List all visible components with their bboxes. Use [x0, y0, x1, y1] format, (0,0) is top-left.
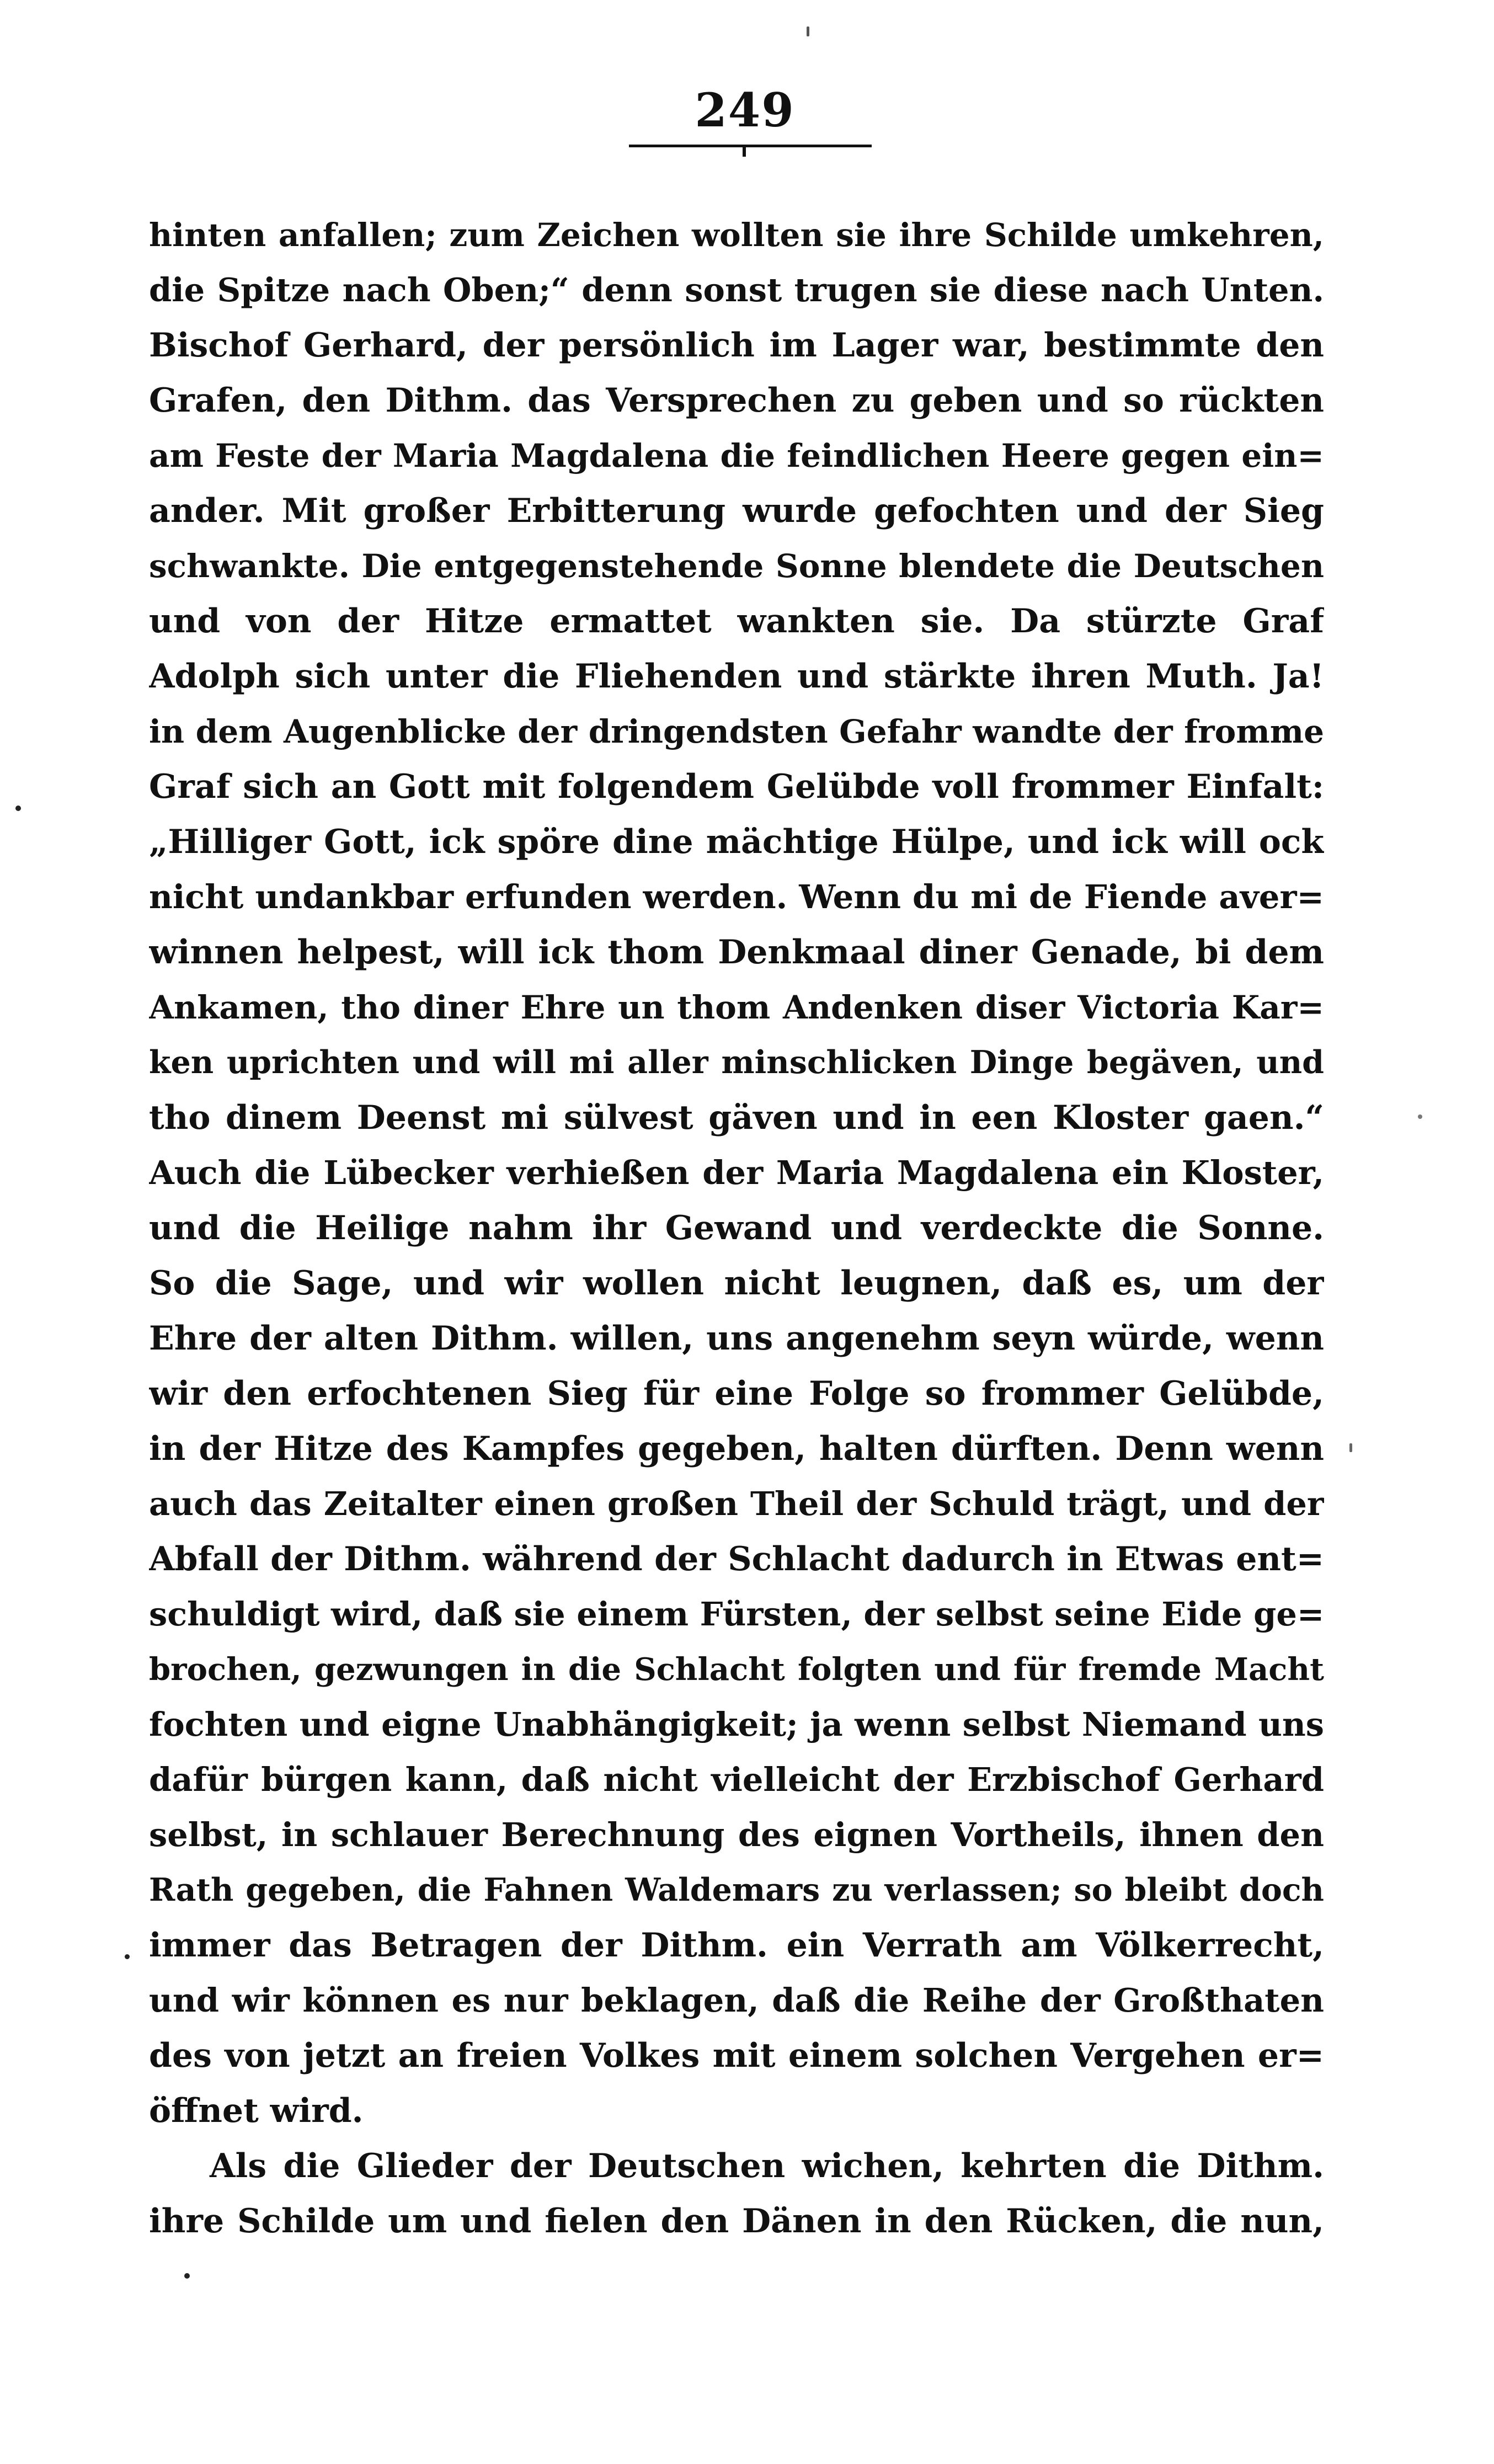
text-line: ihre Schilde um und fielen den Dänen in den Rücken, die nun, — [149, 2202, 1324, 2241]
text-line: und die Heilige nahm ihr Gewand und verdeckte die Sonne. — [149, 1209, 1324, 1247]
paper-speck — [125, 1954, 130, 1959]
text-line: nicht undankbar erfunden werden. Wenn du mi de Fiende aver= — [149, 878, 1324, 916]
body-text — [149, 207, 1324, 2249]
text-line: tho dinem Deenst mi sülvest gäven und in een Kloster gaen.“ — [149, 1098, 1324, 1137]
text-line: So die Sage, und wir wollen nicht leugnen, daß es, um der — [149, 1264, 1324, 1303]
text-line: immer das Betragen der Dithm. ein Verrath am Völkerrecht, — [149, 1926, 1324, 1965]
text-line: Abfall der Dithm. während der Schlacht dadurch in Etwas ent= — [149, 1540, 1324, 1578]
text-line: Ankamen, tho diner Ehre un thom Andenken diser Victoria Kar= — [149, 989, 1324, 1026]
paper-speck — [184, 2273, 190, 2279]
text-line: die Spitze nach Oben;“ denn sonst trugen sie diese nach Unten. — [149, 271, 1324, 309]
text-line: Grafen, den Dithm. das Versprechen zu geben und so rückten — [149, 381, 1324, 420]
paragraph-start-line: Als die Glieder der Deutschen wichen, kehrten die Dithm. — [210, 2147, 1324, 2185]
text-line: Ehre der alten Dithm. willen, uns angenehm seyn würde, wenn — [149, 1319, 1324, 1358]
text-line: in der Hitze des Kampfes gegeben, halten dürften. Denn wenn — [149, 1430, 1324, 1468]
page-number: 249 — [695, 83, 795, 137]
paper-speck — [1349, 1443, 1352, 1452]
text-line: „Hilliger Gott, ick spöre dine mächtige Hülpe, und ick will ock — [149, 823, 1324, 861]
text-line: Graf sich an Gott mit folgendem Gelübde voll frommer Einfalt: — [149, 767, 1324, 806]
text-line: auch das Zeitalter einen großen Theil der Schuld trägt, und der — [149, 1485, 1324, 1523]
header-rule-mark — [743, 146, 746, 157]
text-line: Rath gegeben, die Fahnen Waldemars zu verlassen; so bleibt doch — [149, 1871, 1324, 1908]
text-line: Auch die Lübecker verhießen der Maria Magdalena ein Kloster, — [149, 1154, 1324, 1192]
text-line: winnen helpest, will ick thom Denkmaal diner Genade, bi dem — [149, 933, 1324, 972]
text-line: und wir können es nur beklagen, daß die Reihe der Großthaten — [149, 1981, 1324, 2019]
text-line: dafür bürgen kann, daß nicht vielleicht der Erzbischof Gerhard — [149, 1761, 1324, 1799]
text-line: am Feste der Maria Magdalena die feindlichen Heere gegen ein= — [149, 437, 1324, 474]
paper-speck — [15, 806, 21, 811]
header-rule — [629, 145, 872, 147]
text-line: schuldigt wird, daß sie einem Fürsten, der selbst seine Eide ge= — [149, 1595, 1324, 1633]
text-line: wir den erfochtenen Sieg für eine Folge so frommer Gelübde, — [149, 1374, 1324, 1413]
paper-speck — [807, 26, 809, 36]
text-line: Adolph sich unter die Fliehenden und stärkte ihren Muth. Ja! — [149, 657, 1324, 696]
text-line: Bischof Gerhard, der persönlich im Lager war, bestimmte den — [149, 326, 1324, 365]
text-line: des von jetzt an freien Volkes mit einem solchen Vergehen er= — [149, 2036, 1324, 2075]
paper-speck — [1418, 1114, 1422, 1119]
paragraph-end-line: öffnet wird. — [149, 2092, 364, 2130]
text-line: schwankte. Die entgegenstehende Sonne blendete die Deutschen — [149, 547, 1324, 585]
text-line: ander. Mit großer Erbitterung wurde gefochten und der Sieg — [149, 492, 1324, 530]
text-line: fochten und eigne Unabhängigkeit; ja wenn selbst Niemand uns — [149, 1705, 1324, 1743]
text-line: selbst, in schlauer Berechnung des eignen Vortheils, ihnen den — [149, 1816, 1324, 1854]
text-line: und von der Hitze ermattet wankten sie. Da stürzte Graf — [149, 602, 1324, 641]
text-line: ken uprichten und will mi aller minschlicken Dinge begäven, und — [149, 1044, 1324, 1081]
text-line: brochen, gezwungen in die Schlacht folgten und für fremde Macht — [149, 1651, 1324, 1688]
text-line: hinten anfallen; zum Zeichen wollten sie ihre Schilde umkehren, — [149, 216, 1324, 254]
text-line: in dem Augenblicke der dringendsten Gefahr wandte der fromme — [149, 713, 1324, 750]
